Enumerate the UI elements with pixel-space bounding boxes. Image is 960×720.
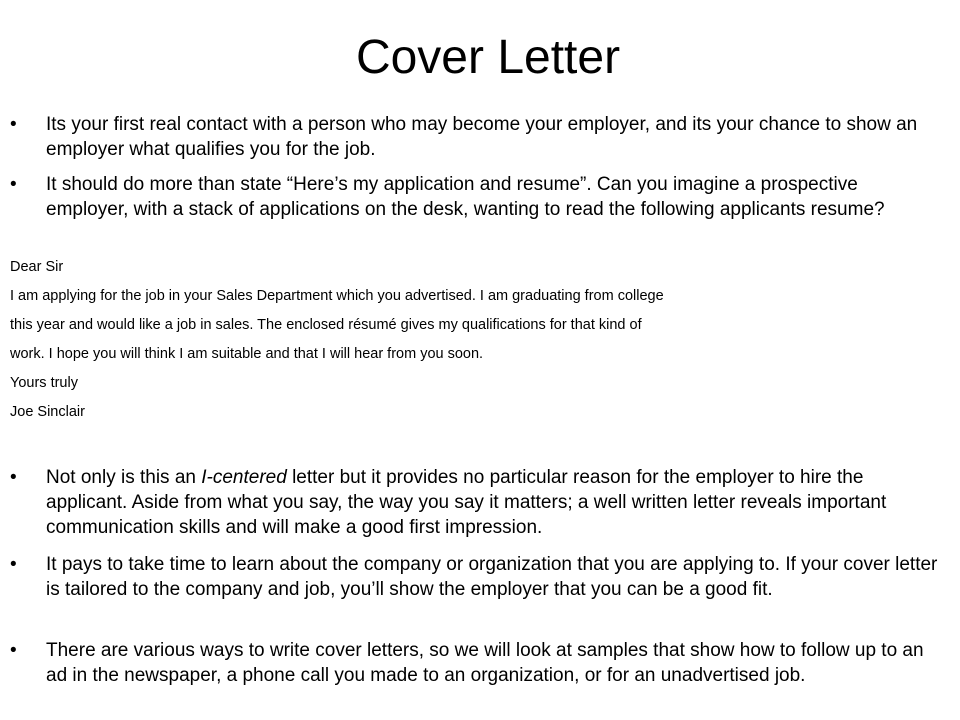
letter-body-line: this year and would like a job in sales. The enclosed résumé gives my qualifications for that kind of (10, 317, 642, 333)
bullet-text: There are various ways to write cover letters, so we will look at samples that show how to follow up to an ad in the newspaper, a phone call you made to an organization, or for an unadvertised job. (46, 640, 924, 686)
bullet-dot-icon: • (10, 554, 17, 575)
bullet-item (10, 638, 941, 688)
bullet-dot-icon: • (10, 114, 17, 135)
letter-body-line: I am applying for the job in your Sales Department which you advertised. I am graduating from college (10, 288, 664, 304)
bullet-item (10, 552, 941, 602)
letter-closing: Yours truly (10, 375, 78, 391)
page-title: Cover Letter (355, 31, 621, 84)
bullet-item (10, 465, 941, 540)
bullet-text-suffix: letter but it provides no particular reason for the employer to hire the applicant. Aside from what you say, the way you say it matters; a well written letter reveals important communication skills and will make a good first impression. (46, 467, 887, 538)
bullet-dot-icon: • (10, 467, 17, 488)
bullet-item (10, 112, 941, 162)
bullet-dot-icon: • (10, 174, 17, 195)
bullet-dot-icon: • (10, 640, 17, 661)
letter-body-line: work. I hope you will think I am suitable and that I will hear from you soon. (10, 346, 484, 362)
bullet-text: It pays to take time to learn about the company or organization that you are applying to. If your cover letter is tailored to the company and job, you’ll show the employer that you can be a good fit. (46, 554, 938, 600)
bullet-text: It should do more than state “Here’s my application and resume”. Can you imagine a prospective employer, with a stack of applications on the desk, wanting to read the following applicants resume? (46, 174, 885, 220)
bullet-item (10, 172, 941, 222)
letter-signature: Joe Sinclair (10, 404, 85, 420)
bullet-text-emphasis: I-centered (201, 467, 287, 488)
letter-salutation: Dear Sir (10, 259, 64, 275)
bullet-text-prefix: Not only is this an (46, 467, 202, 488)
bullet-text: Its your first real contact with a person who may become your employer, and its your chance to show an employer what qualifies you for the job. (46, 114, 918, 160)
